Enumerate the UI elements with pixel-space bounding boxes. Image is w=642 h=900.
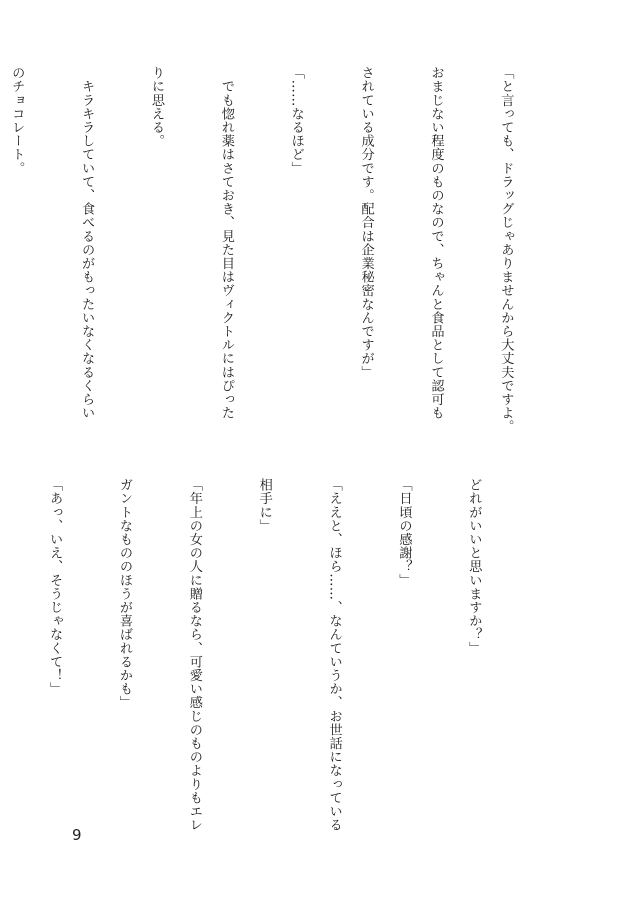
lower-text-column [0,478,532,832]
text-line: でも惚れ薬はさておき、見た目はヴィクトルにはぴった [218,66,234,420]
page-number: 9 [72,826,82,844]
text-line: どれがいいと思いますか？」 [466,478,482,655]
upper-text-column [0,66,564,434]
text-line: 相手に」 [256,478,272,533]
text-line: キラキラしていて、食べるのがもったいなくなるくらい [79,66,95,420]
text-line: りに思える。 [148,66,164,148]
text-line: 「……なるほど」 [288,66,304,175]
text-line: 「ええと、ほら……、なんていうか、お世話になっている [326,478,342,832]
text-line: 「あっ、いえ、そうじゃなくて！」 [47,478,63,696]
text-line: 「年上の女の人に贈るなら、可愛い感じのものよりもエレ [186,478,202,832]
text-line: 「と言っても、ドラッグじゃありませんから大丈夫ですよ。 [498,66,514,434]
text-line: おまじない程度のものなので、ちゃんと食品として認可も [428,66,444,420]
text-line: のチョコレート。 [9,66,25,175]
text-line: 「日頃の感謝？」 [396,478,412,587]
text-line: ガントなもののほうが喜ばれるかも」 [116,478,132,710]
text-line: されている成分です。配合は企業秘密なんですが」 [358,66,374,379]
